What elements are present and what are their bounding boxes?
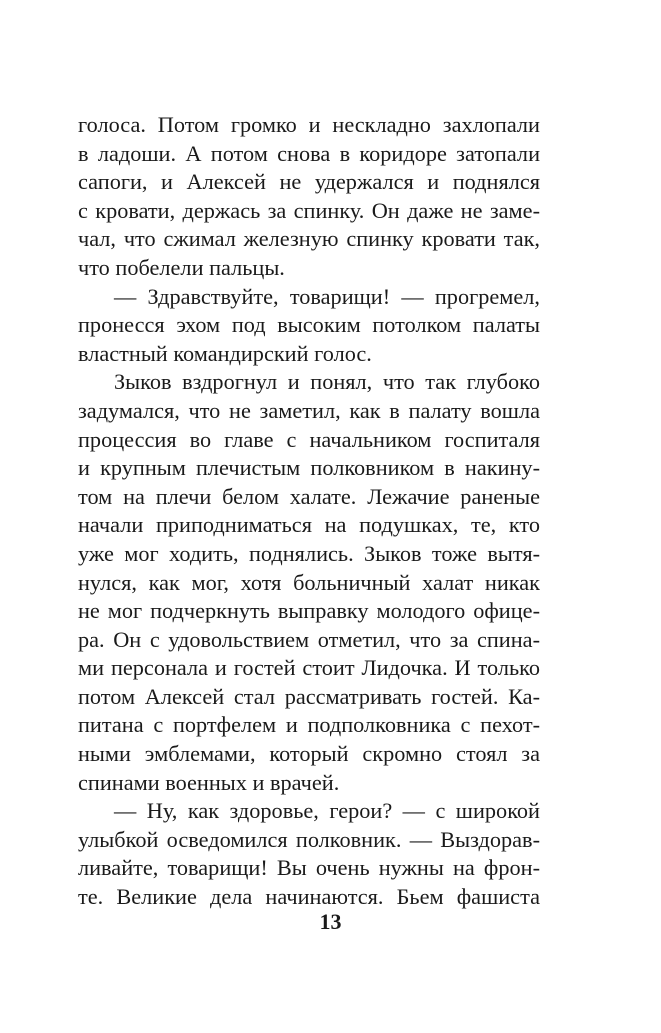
text-line: — Ну, как здоровье, герои? — с широкой bbox=[114, 798, 540, 824]
text-line: те. Великие дела начинаются. Бьем фашиста bbox=[78, 884, 540, 910]
text-line: — Здравствуйте, товарищи! — прогремел, bbox=[114, 283, 540, 309]
text-line: уже мог ходить, поднялись. Зыков тоже вытя- bbox=[78, 540, 540, 566]
text-line: питана с портфелем и подполковника с пехот- bbox=[78, 712, 540, 738]
text-line: что побелели пальцы. bbox=[78, 254, 285, 280]
text-line: процессия во главе с начальником госпиталя bbox=[78, 426, 540, 452]
text-line: с кровати, держась за спинку. Он даже не заме- bbox=[78, 197, 540, 223]
body-text bbox=[78, 111, 540, 912]
text-line: властный командирский голос. bbox=[78, 340, 372, 366]
text-line: голоса. Потом громко и нескладно захлопали bbox=[78, 112, 540, 137]
text-line: том на плечи белом халате. Лежачие раненые bbox=[78, 483, 540, 509]
text-line: пронесся эхом под высоким потолком палаты bbox=[78, 312, 540, 338]
text-line: задумался, что не заметил, как в палату вошла bbox=[78, 397, 540, 423]
text-line: потом Алексей стал рассматривать гостей. Ка- bbox=[78, 683, 540, 709]
text-line: и крупным плечистым полковником в накину- bbox=[78, 455, 540, 481]
text-line: ными эмблемами, который скромно стоял за bbox=[78, 741, 540, 767]
page-number: 13 bbox=[319, 909, 342, 934]
text-line: чал, что сжимал железную спинку кровати так, bbox=[78, 226, 540, 252]
text-line: ра. Он с удовольствием отметил, что за спина- bbox=[78, 626, 540, 652]
text-line: в ладоши. А потом снова в коридоре затопали bbox=[78, 140, 540, 166]
text-line: ливайте, товарищи! Вы очень нужны на фрон- bbox=[78, 855, 540, 881]
text-line: нулся, как мог, хотя больничный халат никак bbox=[78, 569, 540, 595]
text-line: Зыков вздрогнул и понял, что так глубоко bbox=[114, 369, 540, 395]
text-line: начали приподниматься на подушках, те, кто bbox=[78, 512, 540, 538]
text-line: не мог подчеркнуть выправку молодого офице- bbox=[78, 598, 540, 624]
text-line: спинами военных и врачей. bbox=[78, 769, 340, 795]
text-line: сапоги, и Алексей не удержался и поднялся bbox=[78, 169, 540, 195]
text-line: ми персонала и гостей стоит Лидочка. И только bbox=[78, 655, 540, 681]
text-line: улыбкой осведомился полковник. — Выздорав- bbox=[78, 826, 540, 852]
